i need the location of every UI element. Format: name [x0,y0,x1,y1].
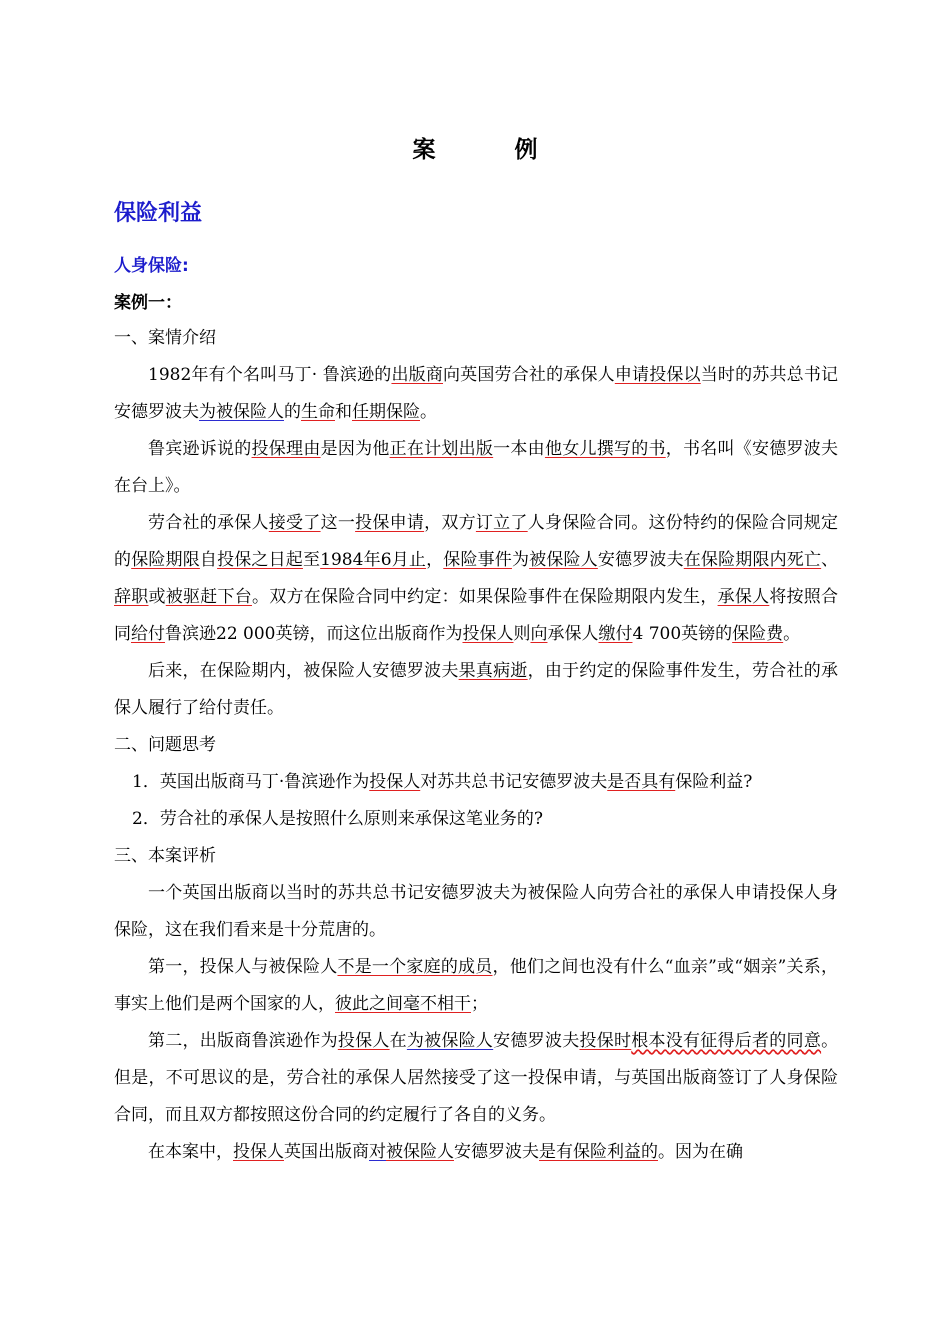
question-1: 1．英国出版商马丁·鲁滨逊作为投保人对苏共总书记安德罗波夫是否具有保险利益? [132,772,753,792]
paragraph-7: 第二，出版商鲁滨逊作为投保人在为被保险人安德罗波夫投保时根本没有征得后者的同意。但是，不可思议的是，劳合社的承保人居然接受了这一投保申请，与英国出版商签订了人身保险合同，而且双方都按照这份合同的约定履行了各自的义务。 [114,1031,839,1125]
paragraph-6: 第一，投保人与被保险人不是一个家庭的成员，他们之间也没有什么“血亲”或“姻亲”关系，事实上他们是两个国家的人，彼此之间毫不相干； [114,957,839,1014]
section-questions: 二、问题思考 [114,735,216,755]
section-case-intro: 一、案情介绍 [114,328,216,348]
paragraph-8: 在本案中，投保人英国出版商对被保险人安德罗波夫是有保险利益的。因为在确 [148,1142,743,1162]
paragraph-3: 劳合社的承保人接受了这一投保申请，双方订立了人身保险合同。这份特约的保险合同规定的保险期限自投保之日起至1984年6月止，保险事件为被保险人安德罗波夫在保险期限内死亡、辞职或被驱赶下台。双方在保险合同中约定：如果保险事件在保险期限内发生，承保人将按照合同给付鲁滨逊22 000英镑，而这位出版商作为投保人则向承保人缴付4 700英镑的保险费。 [114,513,839,644]
document-title: 案 例 [412,137,566,163]
paragraph-5: 一个英国出版商以当时的苏共总书记安德罗波夫为被保险人向劳合社的承保人申请投保人身保险，这在我们看来是十分荒唐的。 [114,883,838,940]
section-analysis: 三、本案评析 [114,846,216,866]
paragraph-2: 鲁宾逊诉说的投保理由是因为他正在计划出版一本由他女儿撰写的书，书名叫《安德罗波夫在台上》。 [114,439,839,496]
heading-case-one: 案例一： [114,293,182,313]
document-body [114,320,838,1171]
heading-personal-insurance: 人身保险: [114,256,189,276]
paragraph-1: 1982年有个名叫马丁· 鲁滨逊的出版商向英国劳合社的承保人申请投保以当时的苏共总书记安德罗波夫为被保险人的生命和任期保险。 [114,365,839,422]
paragraph-4: 后来，在保险期内，被保险人安德罗波夫果真病逝，由于约定的保险事件发生，劳合社的承保人履行了给付责任。 [114,661,839,718]
question-2: 2．劳合社的承保人是按照什么原则来承保这笔业务的? [132,809,543,829]
heading-insurable-interest: 保险利益 [114,201,203,226]
